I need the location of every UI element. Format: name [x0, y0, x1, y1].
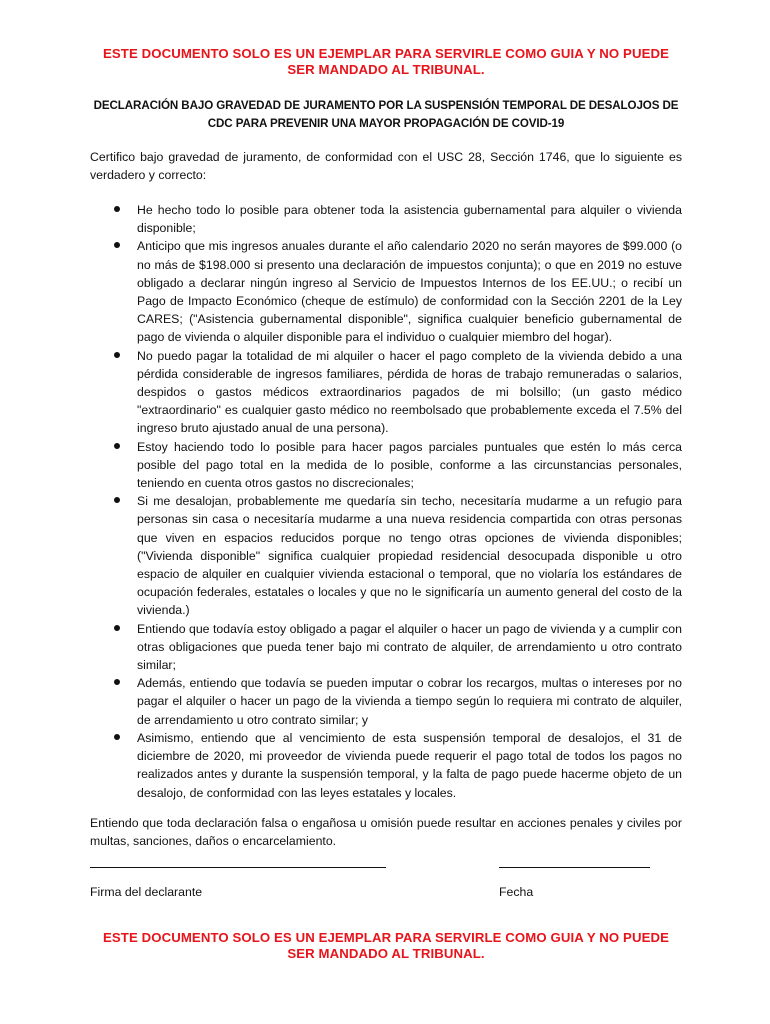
bullet-icon: [114, 679, 120, 685]
list-item: [90, 674, 682, 729]
list-item-text: Anticipo que mis ingresos anuales durante el año calendario 2020 no serán mayores de $99.000 (o no más de $198.000 si presento una declaración de impuestos conjunta); o que en 2019 no estuve obligado a declarar ningún ingreso al Servicio de Impuestos Internos de los EE.UU.; o recibí un Pago de Impacto Económico (cheque de estímulo) de conformidad con la Sección 2201 de la Ley CARES; ("Asistencia gubernamental disponible", significa cualquier beneficio gubernamental de pago de vivienda o alquiler disponible para el individuo o cualquier miembro del hogar).: [137, 239, 682, 345]
declaration-list: [90, 201, 682, 802]
list-item: [90, 347, 682, 438]
bullet-icon: [114, 497, 120, 503]
list-item: [90, 438, 682, 493]
list-item: [90, 492, 682, 619]
list-item-text: Entiendo que todavía estoy obligado a pagar el alquiler o hacer un pago de vivienda y a cumplir con otras obligaciones que pueda tener bajo mi contrato de alquiler, de arrendamiento u otro contrato similar;: [137, 621, 682, 673]
warning-banner-bottom: ESTE DOCUMENTO SOLO ES UN EJEMPLAR PARA SERVIRLE COMO GUIA Y NO PUEDE SER MANDADO AL TRIBUNAL.: [103, 930, 669, 961]
warning-banner-top: ESTE DOCUMENTO SOLO ES UN EJEMPLAR PARA SERVIRLE COMO GUIA Y NO PUEDE SER MANDADO AL TRIBUNAL.: [103, 46, 669, 77]
list-item: [90, 620, 682, 675]
bullet-icon: [114, 443, 120, 449]
bullet-icon: [114, 206, 120, 212]
date-label: Fecha: [499, 885, 534, 899]
declaration-title: DECLARACIÓN BAJO GRAVEDAD DE JURAMENTO POR LA SUSPENSIÓN TEMPORAL DE DESALOJOS DE CDC PARA PREVENIR UNA MAYOR PROPAGACIÓN DE COVID-19: [93, 99, 679, 130]
bullet-icon: [114, 352, 120, 358]
list-item-text: Asimismo, entiendo que al vencimiento de esta suspensión temporal de desalojos, el 31 de diciembre de 2020, mi proveedor de vivienda puede requerir el pago total de todos los pagos no realizados antes y durante la suspensión temporal, y la falta de pago puede hacerme objeto de un desalojo, de conformidad con las leyes estatales y locales.: [137, 730, 682, 800]
date-line: [499, 867, 650, 868]
list-item: [90, 729, 682, 802]
list-item-text: Además, entiendo que todavía se pueden imputar o cobrar los recargos, multas o intereses por no pagar el alquiler o hacer un pago de la vivienda a tiempo según lo requiera mi contrato de alquiler, de arrendamiento u otro contrato similar; y: [137, 676, 682, 727]
list-item-text: Estoy haciendo todo lo posible para hacer pagos parciales puntuales que estén lo más cerca posible del pago total en la medida de lo posible, conforme a las circunstancias personales, teniendo en cuenta otros gastos no discrecionales;: [137, 439, 682, 491]
list-item: [90, 201, 682, 237]
list-item: [90, 237, 682, 346]
signature-line: [90, 867, 386, 868]
intro-paragraph: Certifico bajo gravedad de juramento, de conformidad con el USC 28, Sección 1746, que lo siguiente es verdadero y correcto:: [90, 150, 682, 183]
list-item-text: No puedo pagar la totalidad de mi alquiler o hacer el pago completo de la vivienda debido a una pérdida considerable de ingresos familiares, pérdida de horas de trabajo remuneradas o salarios, despidos o gastos médicos extraordinarios pagados de mi bolsillo; (un gasto médico "extraordinario" es cualquier gasto médico no reembolsado que probablemente exceda el 7.5% del ingreso bruto ajustado anual de una persona).: [137, 348, 682, 436]
list-item-text: He hecho todo lo posible para obtener toda la asistencia gubernamental para alquiler o vivienda disponible;: [137, 203, 682, 236]
bullet-icon: [114, 734, 120, 740]
bullet-icon: [114, 242, 120, 248]
signature-label: Firma del declarante: [90, 885, 203, 899]
closing-paragraph: Entiendo que toda declaración falsa o engañosa u omisión puede resultar en acciones penales y civiles por multas, sanciones, daños o encarcelamiento.: [90, 816, 682, 849]
list-item-text: Si me desalojan, probablemente me quedaría sin techo, necesitaría mudarme a un refugio para personas sin casa o necesitaría mudarme a una nueva residencia compartida con otras personas que viven en espacios reducidos porque no tengo otras opciones de vivienda disponibles; ("Vivienda disponible" significa cualquier propiedad residencial desocupada disponible u otro espacio de alquiler en cualquier vivienda estacional o temporal, que no violaría los estándares de ocupación federales, estatales o locales y que no le significaría un aumento general del costo de la vivienda.): [137, 494, 682, 618]
bullet-icon: [114, 625, 120, 631]
